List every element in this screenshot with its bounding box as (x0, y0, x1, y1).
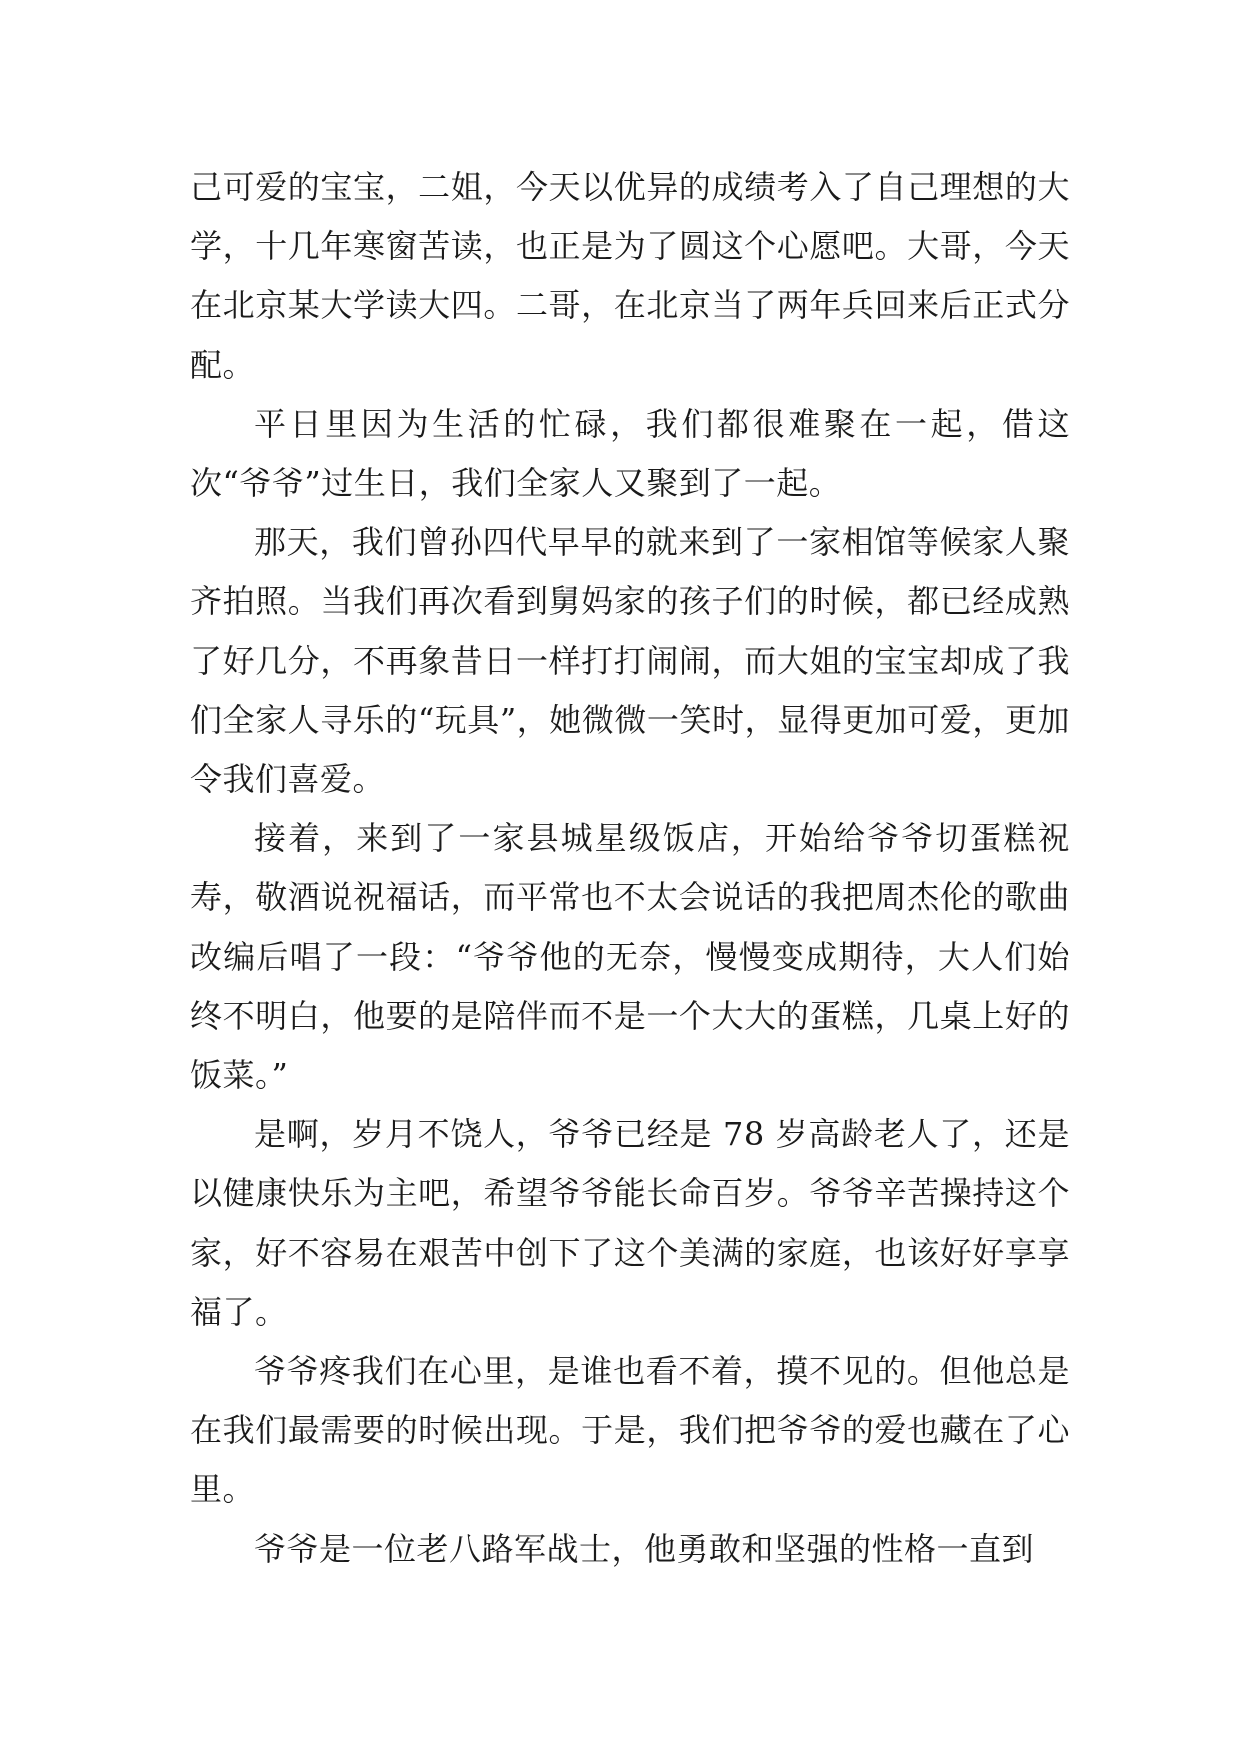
paragraph-continuation: 己可爱的宝宝，二姐，今天以优异的成绩考入了自己理想的大学，十几年寒窗苦读，也正是为了圆这个心愿吧。大哥，今天在北京某大学读大四。二哥，在北京当了两年兵回来后正式分配。 (190, 168, 1070, 384)
paragraph: 平日里因为生活的忙碌，我们都很难聚在一起，借这次“爷爷”过生日，我们全家人又聚到了一起。 (190, 404, 1070, 503)
paragraph: 是啊，岁月不饶人，爷爷已经是 78 岁高龄老人了，还是以健康快乐为主吧，希望爷爷能长命百岁。爷爷辛苦操持这个家，好不容易在艰苦中创下了这个美满的家庭，也该好好享享福了。 (190, 1115, 1070, 1331)
paragraph: 接着，来到了一家县城星级饭店，开始给爷爷切蛋糕祝寿，敬酒说祝福话，而平常也不太会说话的我把周杰伦的歌曲改编后唱了一段：“爷爷他的无奈，慢慢变成期待，大人们始终不明白，他要的是陪伴而不是一个大大的蛋糕，几桌上好的饭菜。” (190, 819, 1070, 1095)
paragraph: 那天，我们曾孙四代早早的就来到了一家相馆等候家人聚齐拍照。当我们再次看到舅妈家的孩子们的时候，都已经成熟了好几分，不再象昔日一样打打闹闹，而大姐的宝宝却成了我们全家人寻乐的“玩具”，她微微一笑时，显得更加可爱，更加令我们喜爱。 (190, 523, 1070, 799)
paragraph: 爷爷疼我们在心里，是谁也看不着，摸不见的。但他总是在我们最需要的时候出现。于是，我们把爷爷的爱也藏在了心里。 (190, 1352, 1070, 1509)
paragraph: 爷爷是一位老八路军战士，他勇敢和坚强的性格一直到 (254, 1529, 1035, 1568)
body-text (190, 158, 1070, 1579)
